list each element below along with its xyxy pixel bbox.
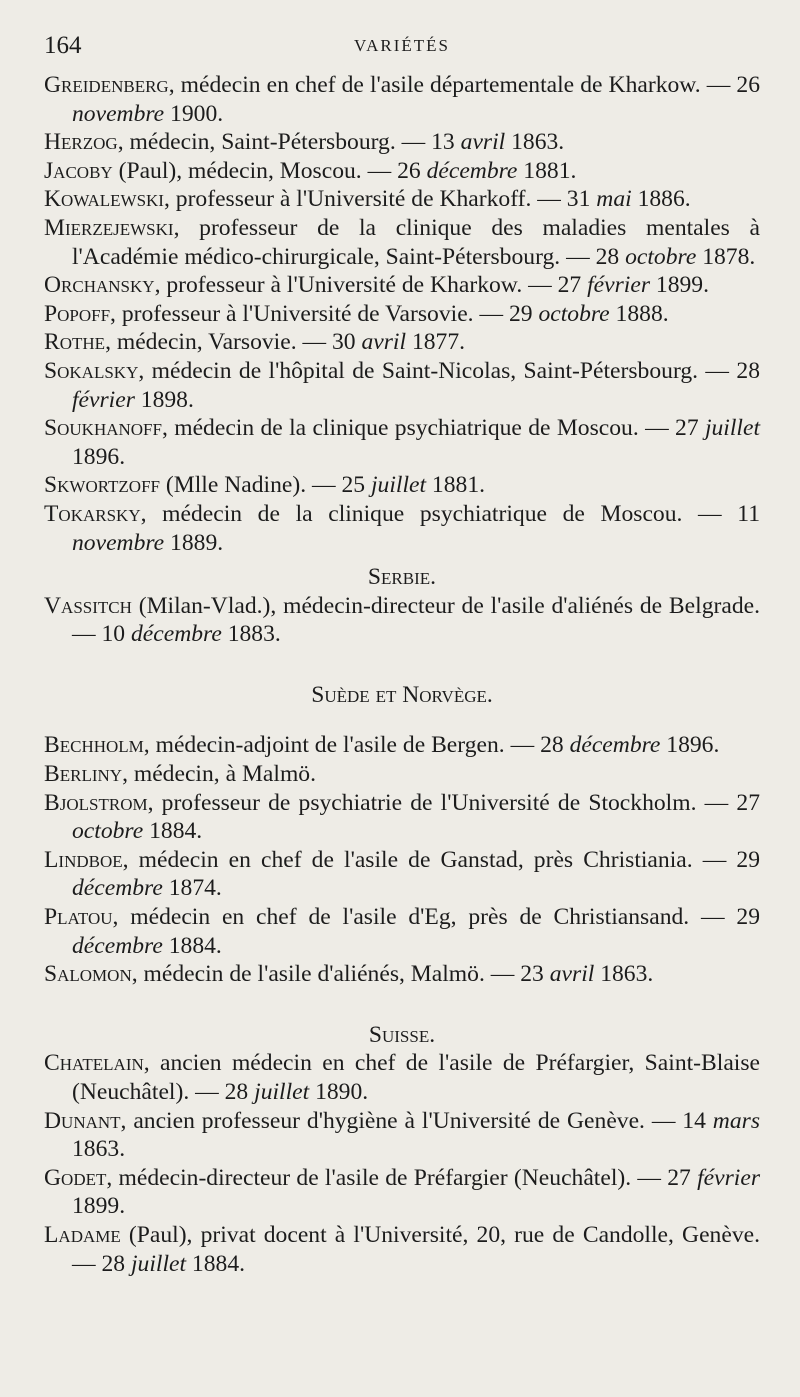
entry-text: , ancien professeur d'hygiène à l'Université de Genève. — 14 (120, 1107, 713, 1134)
entry-text: , médecin de l'hôpital de Saint-Nicolas, Saint-Pétersbourg. — 28 (138, 357, 760, 384)
entry-month: avril (460, 129, 506, 156)
entry-month: février (587, 272, 650, 299)
list-item (44, 500, 760, 557)
list-item (44, 1221, 760, 1278)
entry-text: , médecin de la clinique psychiatrique de Moscou. — 27 (161, 415, 705, 442)
entry-text: (Mlle Nadine). — 25 (160, 472, 371, 499)
entry-month: décembre (569, 732, 661, 759)
list-item (44, 214, 760, 271)
entry-year: 1878. (696, 243, 756, 270)
entry-name: Chatelain (44, 1050, 144, 1077)
page-body (44, 71, 760, 1278)
list-item (44, 271, 760, 300)
list-item (44, 357, 760, 414)
entry-month: février (697, 1164, 760, 1191)
entry-year: 1900. (164, 100, 224, 127)
list-item (44, 1049, 760, 1106)
entry-year: 1886. (631, 186, 691, 213)
entry-year: 1896. (660, 732, 720, 759)
entry-month: octobre (538, 300, 610, 327)
entry-month: juillet (704, 415, 760, 442)
entry-text: , médecin, Varsovie. — 30 (105, 329, 362, 356)
list-item (44, 960, 760, 989)
entry-text: , médecin, à Malmö. (122, 761, 316, 788)
entry-text: , professeur de psychiatrie de l'Université de Stockholm. — 27 (147, 789, 760, 816)
entry-text: , médecin en chef de l'asile d'Eg, près de Christiansand. — 29 (112, 904, 760, 931)
entry-year: 1863. (72, 1136, 126, 1163)
entry-text: , médecin-adjoint de l'asile de Bergen. — 28 (143, 732, 570, 759)
entry-text: , médecin de l'asile d'aliénés, Malmö. — 23 (131, 961, 550, 988)
entry-text: , professeur de la clinique des maladies mentales à l'Académie médico-chirurgicale, Saint-Pétersbourg. — 28 (72, 214, 760, 270)
entry-text: (Paul), médecin, Moscou. — 26 (112, 157, 427, 184)
entry-text: , médecin en chef de l'asile départementale de Kharkow. — 26 (168, 72, 760, 98)
entry-month: juillet (130, 1250, 187, 1277)
entry-name: Platou (44, 904, 113, 931)
list-item (44, 471, 760, 500)
entry-month: octobre (625, 243, 697, 270)
entry-text: , professeur à l'Université de Kharkow. — 27 (154, 272, 588, 299)
list-item (44, 592, 760, 649)
entry-month: décembre (426, 157, 518, 184)
entry-text: (Paul), privat docent à l'Université, 20, rue de Candolle, Genève. — 28 (72, 1221, 760, 1277)
page-number: 164 (44, 32, 82, 59)
entry-month: mars (712, 1107, 760, 1134)
section-sweden-norway (44, 731, 760, 988)
section-heading: Serbie. (367, 564, 437, 591)
entry-year: 1881. (426, 472, 486, 499)
entry-year: 1883. (221, 621, 281, 648)
entry-name: Ladame (44, 1221, 121, 1248)
entry-year: 1884. (186, 1250, 246, 1277)
entry-month: décembre (72, 875, 163, 902)
entry-month: novembre (72, 100, 165, 127)
entry-name: Jacoby (44, 157, 113, 184)
entry-year: 1884. (162, 932, 222, 959)
entry-name: Herzog (44, 129, 118, 156)
page-header (44, 32, 760, 68)
entry-month: novembre (72, 529, 165, 556)
entry-year: 1890. (309, 1079, 369, 1105)
entry-text: , professeur à l'Université de Kharkoff. — 31 (163, 186, 597, 213)
list-item (44, 128, 760, 157)
entry-month: juillet (370, 472, 427, 499)
entry-name: Kowalewski (44, 186, 164, 213)
list-item (44, 414, 760, 471)
entry-text: , professeur à l'Université de Varsovie. — 29 (110, 300, 539, 327)
list-item (44, 157, 760, 186)
entry-name: Mierzejewski (44, 214, 174, 241)
entry-month: avril (361, 329, 407, 356)
entry-month: mai (596, 186, 632, 213)
entry-year: 1899. (650, 272, 709, 299)
entry-month: octobre (72, 818, 144, 845)
entry-name: Lindboe (44, 846, 123, 873)
entry-name: Popoff (44, 300, 111, 327)
entry-text: , médecin, Saint-Pétersbourg. — 13 (117, 129, 461, 156)
section-serbia (44, 592, 760, 649)
entry-text: , médecin de la clinique psychiatrique de Moscou. — 11 (140, 500, 760, 527)
entry-month: avril (549, 961, 595, 988)
entry-name: Godet (44, 1164, 107, 1191)
list-item (44, 731, 760, 760)
entry-text: , ancien médecin en chef de l'asile de Préfargier, Saint-Blaise (Neuchâtel). — 28 (72, 1050, 760, 1105)
section-switzerland (44, 1049, 760, 1278)
entry-month: février (72, 386, 135, 413)
entry-year: 1896. (72, 443, 126, 470)
entry-month: décembre (72, 932, 163, 959)
entry-name: Bjolstrom (44, 789, 148, 816)
entry-name: Berliny (44, 761, 123, 788)
entry-year: 1863. (505, 129, 565, 156)
section-russia (44, 71, 760, 557)
entry-year: 1863. (594, 961, 654, 988)
list-item (44, 903, 760, 960)
entry-month: juillet (254, 1079, 310, 1105)
entry-year: 1898. (134, 386, 194, 413)
entry-text: , médecin-directeur de l'asile de Préfargier (Neuchâtel). — 27 (106, 1164, 698, 1191)
entry-text: (Milan-Vlad.), médecin-directeur de l'asile d'aliénés de Belgrade. — 10 (72, 592, 760, 648)
entry-text: , médecin en chef de l'asile de Ganstad, près Christiania. — 29 (122, 846, 760, 873)
entry-name: Vassitch (44, 592, 132, 619)
entry-year: 1884. (143, 818, 203, 845)
section-heading: Suède et Norvège. (311, 681, 493, 708)
entry-month: décembre (130, 621, 222, 648)
list-item (44, 846, 760, 903)
list-item (44, 1164, 760, 1221)
list-item (44, 789, 760, 846)
entry-year: 1888. (609, 300, 669, 327)
entry-name: Bechholm (44, 732, 144, 759)
list-item (44, 185, 760, 214)
entry-year: 1899. (72, 1193, 126, 1220)
entry-year: 1881. (517, 157, 577, 184)
entry-name: Orchansky (44, 272, 155, 299)
entry-year: 1874. (162, 875, 222, 902)
section-heading: Suisse. (368, 1021, 436, 1048)
list-item (44, 328, 760, 357)
running-title: VARIÉTÉS (354, 36, 450, 55)
entry-name: Skwortzoff (44, 472, 160, 499)
entry-year: 1889. (164, 529, 224, 556)
entry-name: Soukhanoff (44, 415, 162, 442)
entry-name: Greidenberg (44, 72, 169, 98)
entry-name: Sokalsky (44, 357, 139, 384)
list-item (44, 300, 760, 329)
entry-name: Tokarsky (44, 500, 141, 527)
list-item (44, 1107, 760, 1164)
entry-name: Dunant (44, 1107, 121, 1134)
list-item (44, 760, 760, 789)
list-item (44, 71, 760, 128)
entry-year: 1877. (406, 329, 466, 356)
entry-name: Rothe (44, 329, 106, 356)
entry-name: Salomon (44, 961, 132, 988)
